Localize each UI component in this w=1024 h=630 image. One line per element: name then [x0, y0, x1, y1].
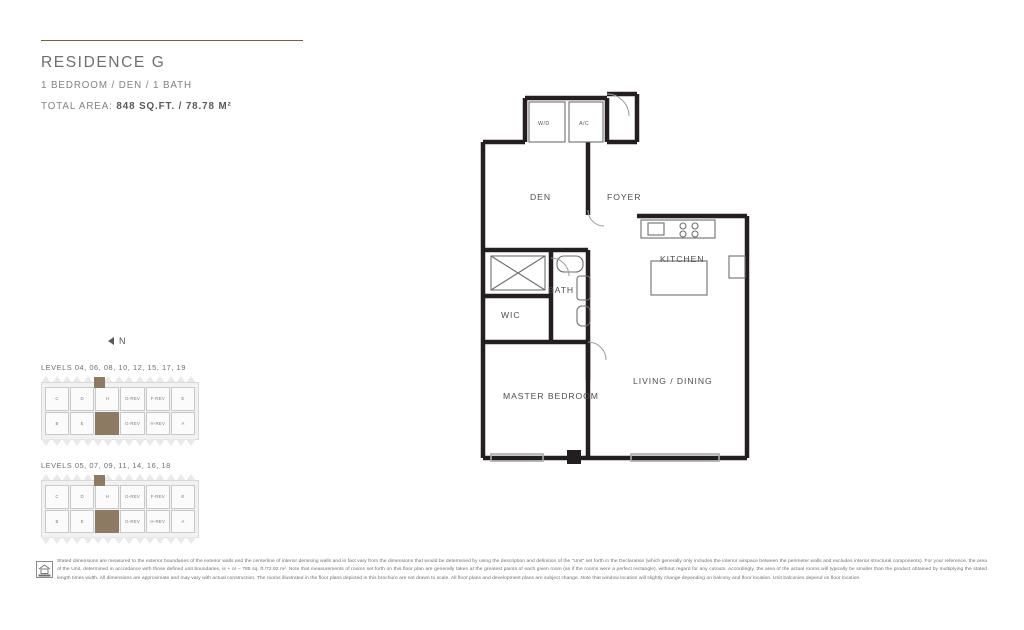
keyplan-cell: G-REV: [120, 412, 144, 436]
legal-disclaimer: Stated dimensions are measured to the exterior boundaries of the exterior walls and the centerline of interior demising walls and in fact vary from the dimensions that would be determined by using the description and definition of the "Unit" set forth in the Declaration (which generally only includes the interior airspace between the perimeter walls and excludes interior structural components). For your reference, the area of the Unit, determined in accordance with those defined unit boundaries, is + or – 785 sq. ft./72.92 m². Note that measurements of rooms set forth on this floor plan are generally taken at the greatest points of each given room (as if the rooms were a perfect rectangle), without regard for any cutouts. Accordingly, the area of the actual rooms will typically be smaller than the product obtained by multiplying the stated length times width. All dimensions are approximate and may vary with actual construction. The rooms illustrated in the floor plans depicted in this brochure are not drawn to scale. All floor plans and development plans are subject change. Note that window location will slightly change depending on balcony and floor location. Unit balconies depend on floor location.: [57, 559, 987, 581]
appliance-label-ac: A/C: [579, 121, 590, 127]
room-label-wic: WIC: [501, 310, 521, 320]
appliance-label-washer-dryer: W/D: [538, 121, 550, 127]
title-rule: [41, 40, 303, 41]
room-label-foyer: FOYER: [607, 192, 642, 202]
keyplan-cell: B: [45, 412, 69, 436]
keyplan-cell: E: [70, 412, 94, 436]
keyplan-2-grid: [45, 485, 195, 533]
keyplan-1-unit-marker: [94, 377, 105, 388]
total-area-value: 848 SQ.FT. / 78.78 M²: [116, 101, 232, 112]
keyplan-1-balconies-bottom: [41, 439, 199, 446]
keyplan-cell-highlighted: G: [95, 510, 119, 534]
keyplan-cell: C: [45, 387, 69, 411]
keyplan-cell: G-REV: [120, 387, 144, 411]
keyplan-cell: F-REV: [146, 485, 170, 509]
keyplan-cell: H: [95, 387, 119, 411]
room-label-bath: BATH: [548, 285, 575, 295]
keyplan-2-balconies-bottom: [41, 537, 199, 544]
keyplan-cell: E: [171, 485, 195, 509]
room-label-master-bedroom: MASTER BEDROOM: [503, 391, 599, 401]
keyplan-1: [41, 382, 199, 440]
keyplan-cell: D: [70, 485, 94, 509]
keyplan-cell: D: [70, 387, 94, 411]
room-label-den: DEN: [530, 192, 551, 202]
north-indicator: [108, 336, 126, 346]
keyplan-cell: A: [171, 510, 195, 534]
room-label-living-dining: LIVING / DINING: [633, 376, 713, 386]
keyplan-cell: G-REV: [120, 485, 144, 509]
total-area-line: [41, 101, 232, 112]
equal-housing-opportunity-icon: [36, 561, 53, 578]
keyplan-1-label: LEVELS 04, 06, 08, 10, 12, 15, 17, 19: [41, 363, 186, 372]
keyplan-cell-highlighted: G: [95, 412, 119, 436]
north-label: N: [119, 336, 127, 346]
keyplan-2-label: LEVELS 05, 07, 09, 11, 14, 16, 18: [41, 461, 171, 470]
floor-plan-drawing: [455, 80, 785, 485]
keyplan-2: [41, 480, 199, 538]
keyplan-cell: H: [95, 485, 119, 509]
keyplan-2-unit-marker: [94, 475, 105, 486]
keyplan-cell: F-REV: [146, 387, 170, 411]
page-title: RESIDENCE G: [41, 54, 166, 71]
keyplan-cell: G-REV: [120, 510, 144, 534]
keyplan-cell: E: [171, 387, 195, 411]
total-area-label: TOTAL AREA:: [41, 101, 113, 112]
north-arrow-icon: [108, 337, 114, 345]
keyplan-cell: A: [171, 412, 195, 436]
keyplan-1-grid: [45, 387, 195, 435]
keyplan-cell: H-REV: [146, 412, 170, 436]
residence-subtitle: 1 BEDROOM / DEN / 1 BATH: [41, 80, 192, 91]
room-label-kitchen: KITCHEN: [660, 254, 705, 264]
keyplan-cell: H-REV: [146, 510, 170, 534]
keyplan-cell: B: [45, 510, 69, 534]
keyplan-cell: E: [70, 510, 94, 534]
keyplan-cell: C: [45, 485, 69, 509]
floor-plan-svg: [455, 80, 785, 480]
